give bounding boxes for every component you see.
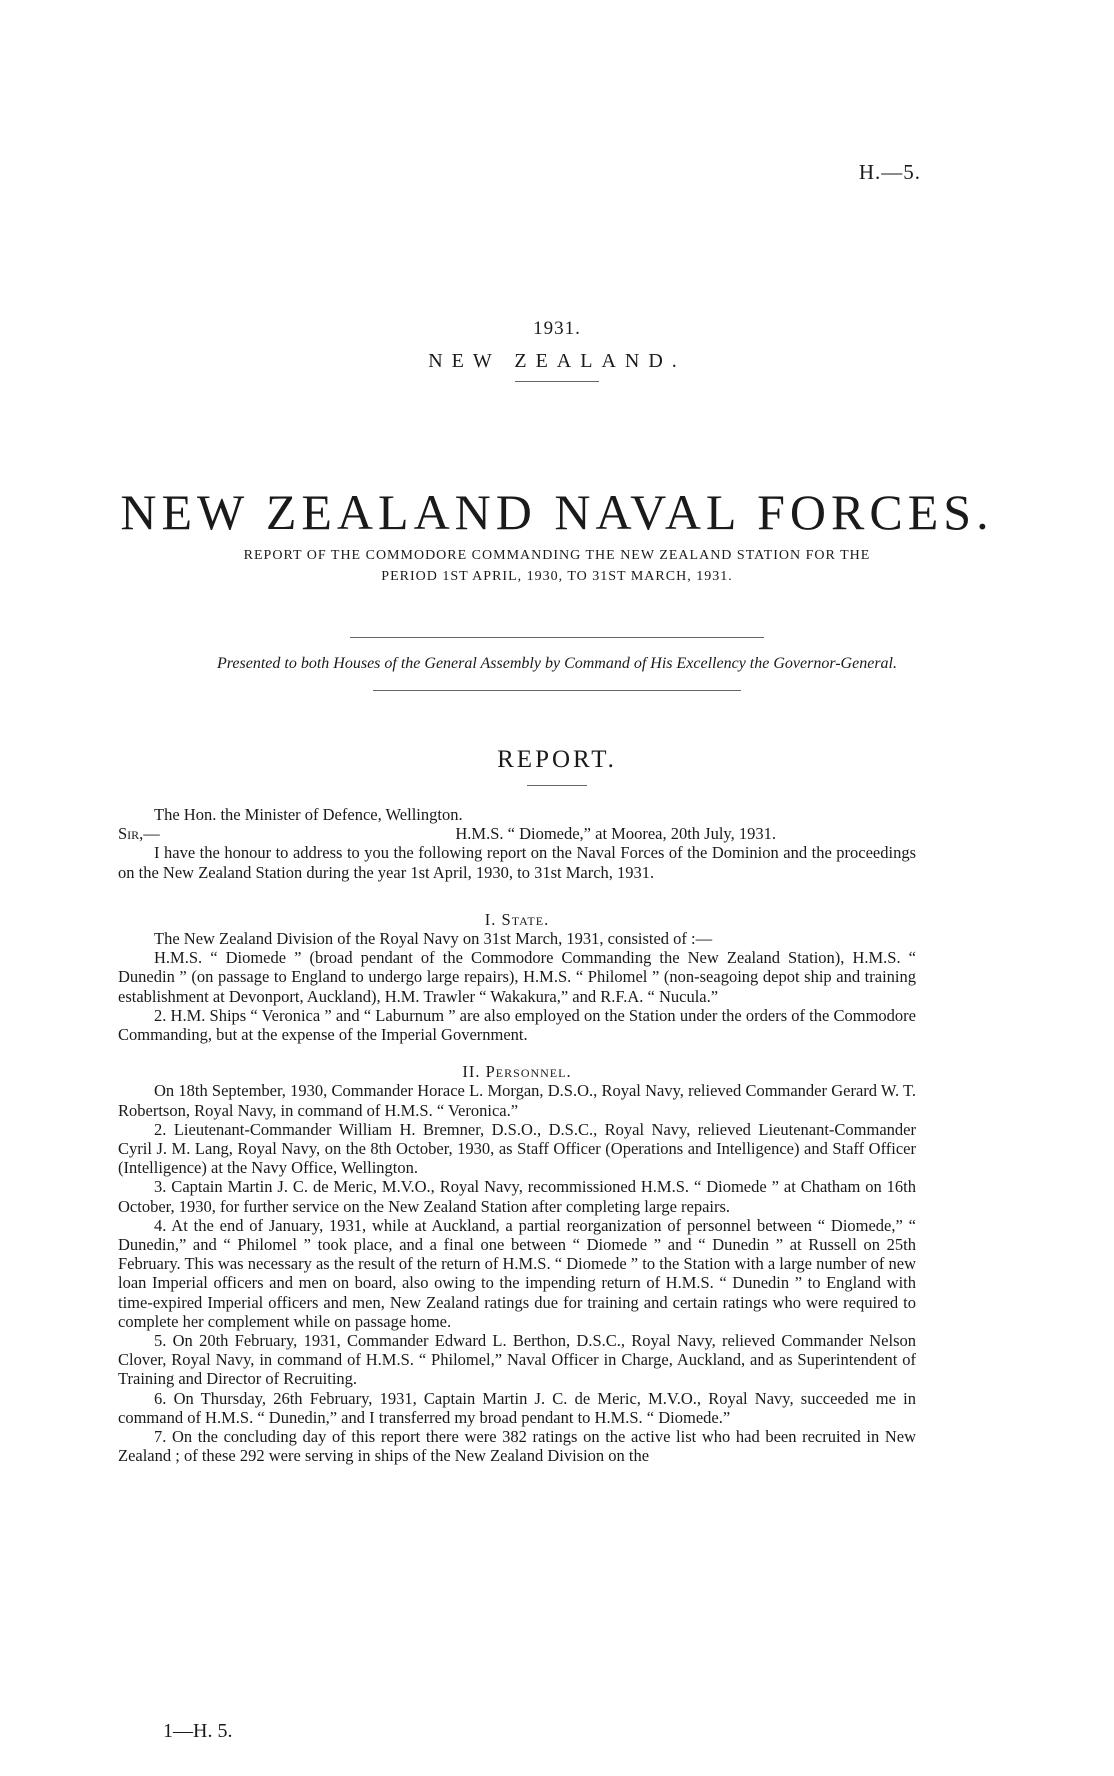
page-title: NEW ZEALAND NAVAL FORCES. bbox=[120, 484, 994, 540]
presentation-note: Presented to both Houses of the General Assembly by Command of His Excellency the Governor-General. bbox=[217, 655, 897, 672]
section-heading-state: I. State. bbox=[484, 909, 550, 929]
paragraph: The New Zealand Division of the Royal Navy on 31st March, 1931, consisted of :— bbox=[154, 929, 713, 949]
report-subtitle bbox=[0, 545, 1114, 587]
report-heading: REPORT. bbox=[497, 746, 617, 773]
addressee: The Hon. the Minister of Defence, Wellington. bbox=[154, 805, 463, 824]
paragraph: 5. On 20th February, 1931, Commander Edward L. Berthon, D.S.C., Royal Navy, relieved Commander Nelson Clover, Royal Navy, in command of H.M.S. “ Philomel,” Naval Officer in Charge, Auckland, and as Superintendent of Training and Director of Recruiting. bbox=[118, 1331, 916, 1389]
paragraph: 4. At the end of January, 1931, while at Auckland, a partial reorganization of personnel between “ Diomede,” “ Dunedin,” and “ Philomel ” took place, and a final one between “ Diomede ” and “ Dunedin ” at Russell on 25th February. This was necessary as the result of the return of H.M.S. “ Diomede ” to the Station with a large number of new loan Imperial officers and men on board, also owing to the impending return of H.M.S. “ Dunedin ” to England with time-expired Imperial officers and men, New Zealand ratings due for training and certain ratings who were required to complete her complement while on passage home. bbox=[118, 1215, 916, 1331]
footer-reference: 1—H. 5. bbox=[163, 1720, 233, 1742]
salutation: Sir,— bbox=[118, 824, 160, 844]
intro-paragraph: I have the honour to address to you the following report on the Naval Forces of the Dominion and the proceedings on the New Zealand Station during the year 1st April, 1930, to 31st March, 1931. bbox=[118, 843, 916, 882]
paragraph: H.M.S. “ Diomede ” (broad pendant of the Commodore Commanding the New Zealand Station), H.M.S. “ Dunedin ” (on passage to England to undergo large repairs), H.M.S. “ Philomel ” (non-seagoing depot ship and training establishment at Devonport, Auckland), H.M. Trawler “ Wakakura,” and R.F.A. “ Nucula.” bbox=[118, 948, 916, 1006]
paragraph: 6. On Thursday, 26th February, 1931, Captain Martin J. C. de Meric, M.V.O., Royal Navy, succeeded me in command of H.M.S. “ Dunedin,” and I transferred my broad pendant to H.M.S. “ Diomede.” bbox=[118, 1388, 916, 1427]
divider bbox=[350, 637, 764, 638]
country-heading: NEW ZEALAND. bbox=[428, 350, 686, 372]
paragraph: 2. Lieutenant-Commander William H. Bremner, D.S.O., D.S.C., Royal Navy, relieved Lieutenant-Commander Cyril J. M. Lang, Royal Navy, on the 8th October, 1930, as Staff Officer (Operations and Intelligence) and Staff Officer (Intelligence) at the Navy Office, Wellington. bbox=[118, 1119, 916, 1178]
document-reference: H.—5. bbox=[858, 160, 921, 184]
dateline: H.M.S. “ Diomede,” at Moorea, 20th July, 1931. bbox=[455, 824, 776, 844]
document-year: 1931. bbox=[533, 318, 581, 339]
subtitle-line: PERIOD 1ST APRIL, 1930, TO 31ST MARCH, 1931. bbox=[381, 569, 733, 584]
divider bbox=[515, 381, 599, 382]
paragraph: On 18th September, 1930, Commander Horace L. Morgan, D.S.O., Royal Navy, relieved Commander Gerard W. T. Robertson, Royal Navy, in command of H.M.S. “ Veronica.” bbox=[118, 1081, 916, 1120]
subtitle-line: REPORT OF THE COMMODORE COMMANDING THE NEW ZEALAND STATION FOR THE bbox=[243, 548, 871, 563]
section-heading-personnel: II. Personnel. bbox=[462, 1062, 572, 1082]
divider bbox=[373, 690, 741, 691]
paragraph: 2. H.M. Ships “ Veronica ” and “ Laburnum ” are also employed on the Station under the orders of the Commodore Commanding, but at the expense of the Imperial Government. bbox=[118, 1005, 916, 1045]
report-body bbox=[118, 805, 916, 1466]
paragraph: 7. On the concluding day of this report there were 382 ratings on the active list who had been recruited in New Zealand ; of these 292 were serving in ships of the New Zealand Division on the bbox=[118, 1427, 916, 1466]
salutation-row bbox=[118, 824, 916, 843]
divider bbox=[527, 785, 587, 786]
paragraph: 3. Captain Martin J. C. de Meric, M.V.O., Royal Navy, recommissioned H.M.S. “ Diomede ” at Chatham on 16th October, 1930, for further service on the New Zealand Station after completing large repairs. bbox=[118, 1177, 916, 1216]
